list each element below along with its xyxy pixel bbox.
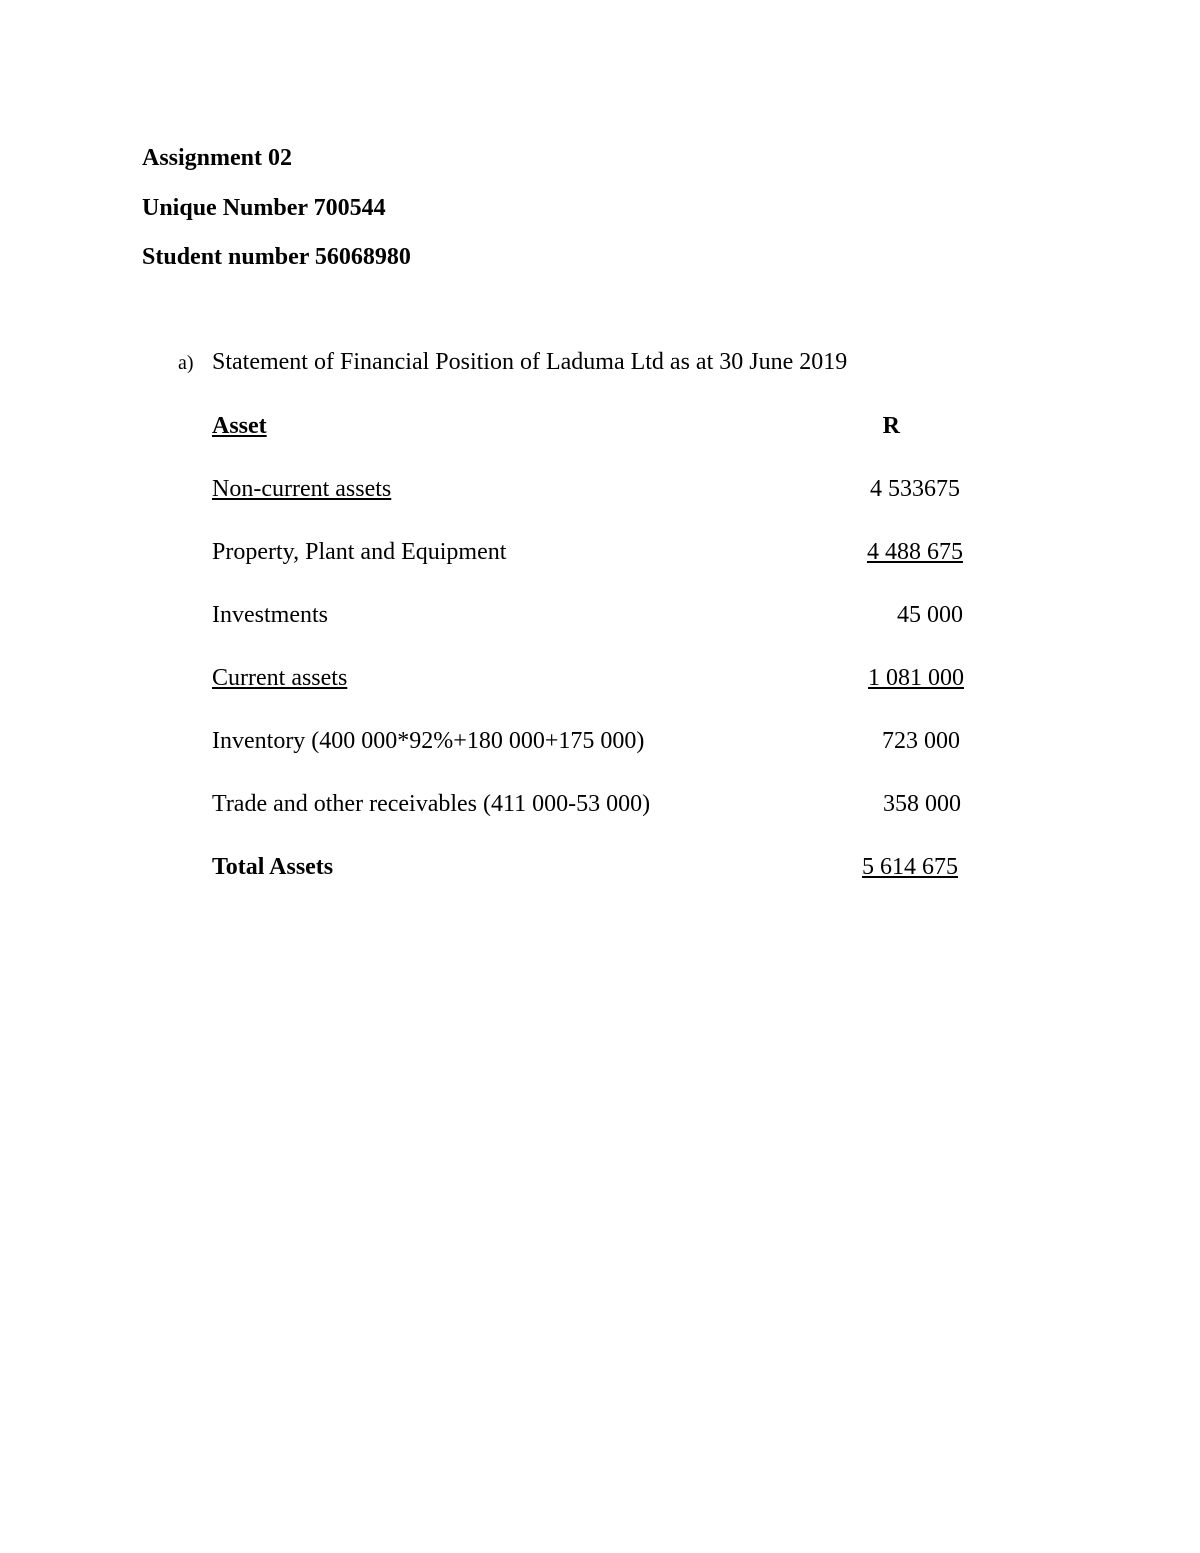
question-title: Statement of Financial Position of Laduma Ltd as at 30 June 2019	[212, 349, 848, 375]
statement-row-investments	[212, 600, 964, 630]
row-amount: 4 533675	[870, 476, 960, 502]
row-label: Investments	[212, 602, 328, 628]
statement-row-current-assets	[212, 663, 964, 693]
row-label: Property, Plant and Equipment	[212, 539, 507, 565]
row-label: Non-current assets	[212, 476, 392, 502]
currency-column-label: R	[882, 413, 900, 439]
row-amount: 1 081 000	[868, 665, 964, 691]
student-number: Student number 56068980	[142, 244, 411, 270]
statement-row-inventory	[212, 726, 964, 756]
row-label: Total Assets	[212, 854, 334, 880]
row-label: Current assets	[212, 665, 348, 691]
row-amount: 723 000	[882, 728, 960, 754]
question-heading	[178, 347, 847, 378]
row-amount: 5 614 675	[862, 854, 958, 880]
asset-column-label: Asset	[212, 413, 267, 439]
assignment-title: Assignment 02	[142, 145, 293, 171]
question-marker: a)	[178, 352, 194, 374]
row-amount: 358 000	[883, 791, 961, 817]
statement-column-header	[212, 411, 964, 441]
statement-row-ppe	[212, 537, 964, 567]
row-amount: 45 000	[897, 602, 963, 628]
statement-row-receivables	[212, 789, 964, 819]
row-label: Inventory (400 000*92%+180 000+175 000)	[212, 728, 645, 754]
row-amount: 4 488 675	[867, 539, 963, 565]
statement-row-total-assets	[212, 852, 964, 882]
unique-number: Unique Number 700544	[142, 195, 386, 221]
statement-row-non-current-assets	[212, 474, 964, 504]
row-label: Trade and other receivables (411 000-53 000)	[212, 791, 651, 817]
